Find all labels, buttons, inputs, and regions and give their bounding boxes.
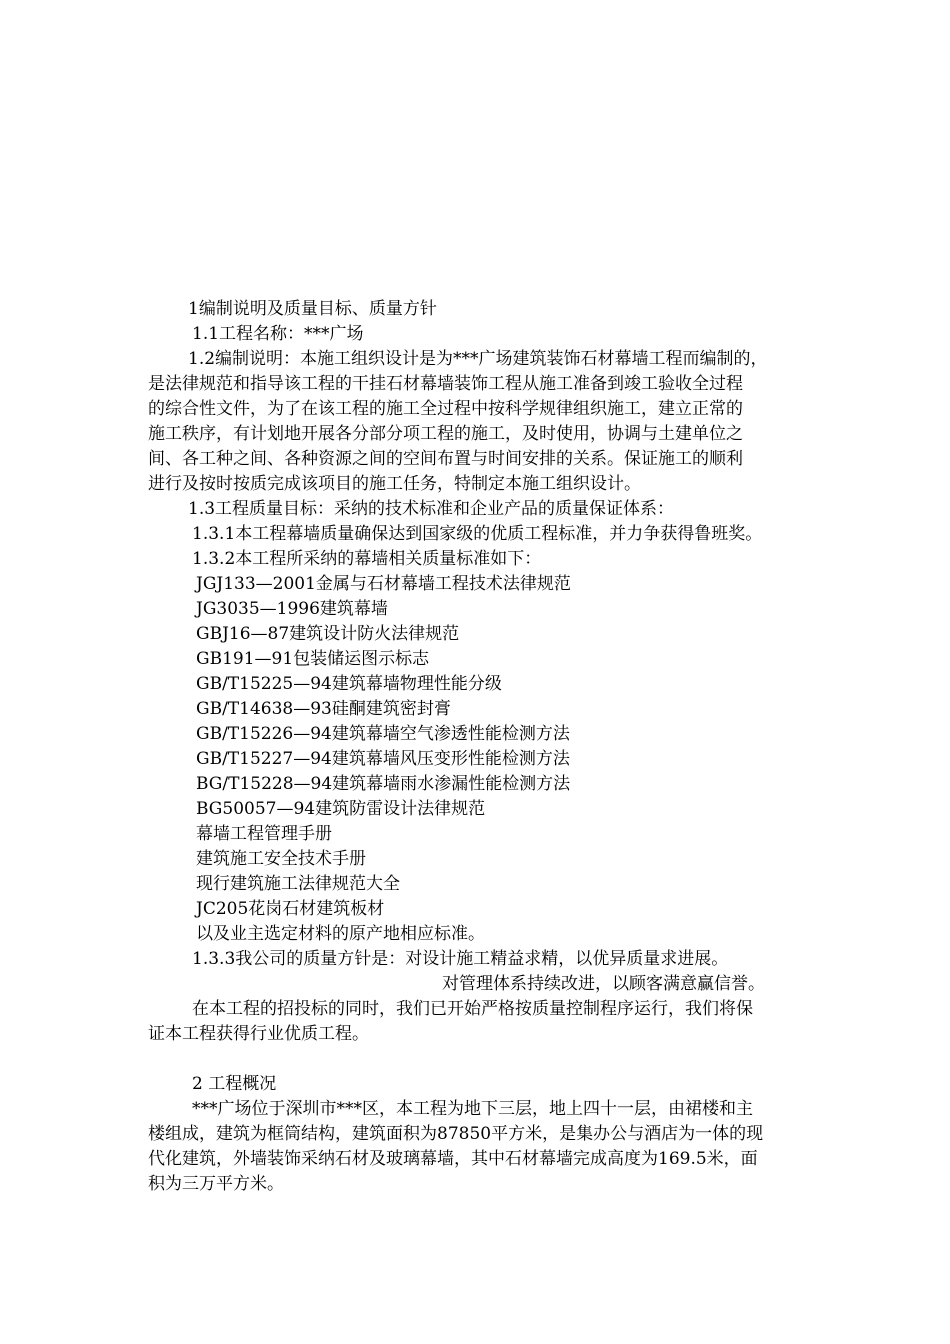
quality-target-line: 1.3工程质量目标：采纳的技术标准和企业产品的质量保证体系：	[188, 499, 675, 519]
standard-item: GB/T15226—94建筑幕墙空气渗透性能检测方法	[196, 724, 570, 744]
quality-policy-line: 1.3.3我公司的质量方针是：对设计施工精益求精，以优异质量求进展。	[192, 949, 729, 969]
standard-item: JC205花岗石材建筑板材	[196, 899, 385, 919]
overview-line: 楼组成，建筑为框筒结构，建筑面积为87850平方米，是集办公与酒店为一体的现	[148, 1124, 764, 1144]
standard-item: JGJ133—2001金属与石材幕墙工程技术法律规范	[196, 574, 571, 594]
quality-policy-line-2: 对管理体系持续改进，以顾客满意赢信誉。	[442, 974, 765, 994]
compilation-note-line: 间、各工种之间、各种资源之间的空间布置与时间安排的关系。保证施工的顺利	[148, 449, 743, 469]
standard-item: JG3035—1996建筑幕墙	[196, 599, 388, 619]
standard-item: GBJ16—87建筑设计防火法律规范	[196, 624, 460, 644]
standard-item: 幕墙工程管理手册	[196, 824, 332, 844]
standard-item: 建筑施工安全技术手册	[196, 849, 366, 869]
closing-paragraph-line: 在本工程的招投标的同时，我们已开始严格按质量控制程序运行，我们将保	[192, 999, 753, 1019]
standard-item: GB/T15227—94建筑幕墙风压变形性能检测方法	[196, 749, 570, 769]
standard-item: GB/T14638—93硅酮建筑密封膏	[196, 699, 451, 719]
document-body	[148, 297, 840, 1197]
compilation-note-line: 是法律规范和指导该工程的干挂石材幕墙装饰工程从施工准备到竣工验收全过程	[148, 374, 743, 394]
blank-line	[148, 1047, 840, 1072]
standard-item: 以及业主选定材料的原产地相应标准。	[196, 924, 485, 944]
project-name-line: 1.1工程名称：***广场	[192, 324, 364, 344]
standard-item: GB191—91包装储运图示标志	[196, 649, 430, 669]
standard-item: BG50057—94建筑防雷设计法律规范	[196, 799, 486, 819]
compilation-note-line: 的综合性文件，为了在该工程的施工全过程中按科学规律组织施工，建立正常的	[148, 399, 743, 419]
overview-line: 积为三万平方米。	[148, 1174, 284, 1194]
compilation-note-line: 施工秩序，有计划地开展各分部分项工程的施工，及时使用，协调与土建单位之	[148, 424, 743, 444]
quality-goal-line: 1.3.1本工程幕墙质量确保达到国家级的优质工程标准，并力争获得鲁班奖。	[192, 524, 763, 544]
compilation-note-line: 1.2编制说明：本施工组织设计是为***广场建筑装饰石材幕墙工程而编制的，	[188, 349, 768, 369]
closing-paragraph-line: 证本工程获得行业优质工程。	[148, 1024, 369, 1044]
overview-line: ***广场位于深圳市***区，本工程为地下三层，地上四十一层，由裙楼和主	[192, 1099, 753, 1119]
standard-item: 现行建筑施工法律规范大全	[196, 874, 400, 894]
compilation-note-line: 进行及按时按质完成该项目的施工任务，特制定本施工组织设计。	[148, 474, 641, 494]
standard-item: BG/T15228—94建筑幕墙雨水渗漏性能检测方法	[196, 774, 571, 794]
standards-intro-line: 1.3.2本工程所采纳的幕墙相关质量标准如下：	[192, 549, 542, 569]
section-2-heading: 2 工程概况	[192, 1074, 277, 1094]
overview-line: 代化建筑，外墙装饰采纳石材及玻璃幕墙，其中石材幕墙完成高度为169.5米，面	[148, 1149, 758, 1169]
section-1-heading: 1编制说明及质量目标、质量方针	[188, 299, 437, 319]
standard-item: GB/T15225—94建筑幕墙物理性能分级	[196, 674, 502, 694]
